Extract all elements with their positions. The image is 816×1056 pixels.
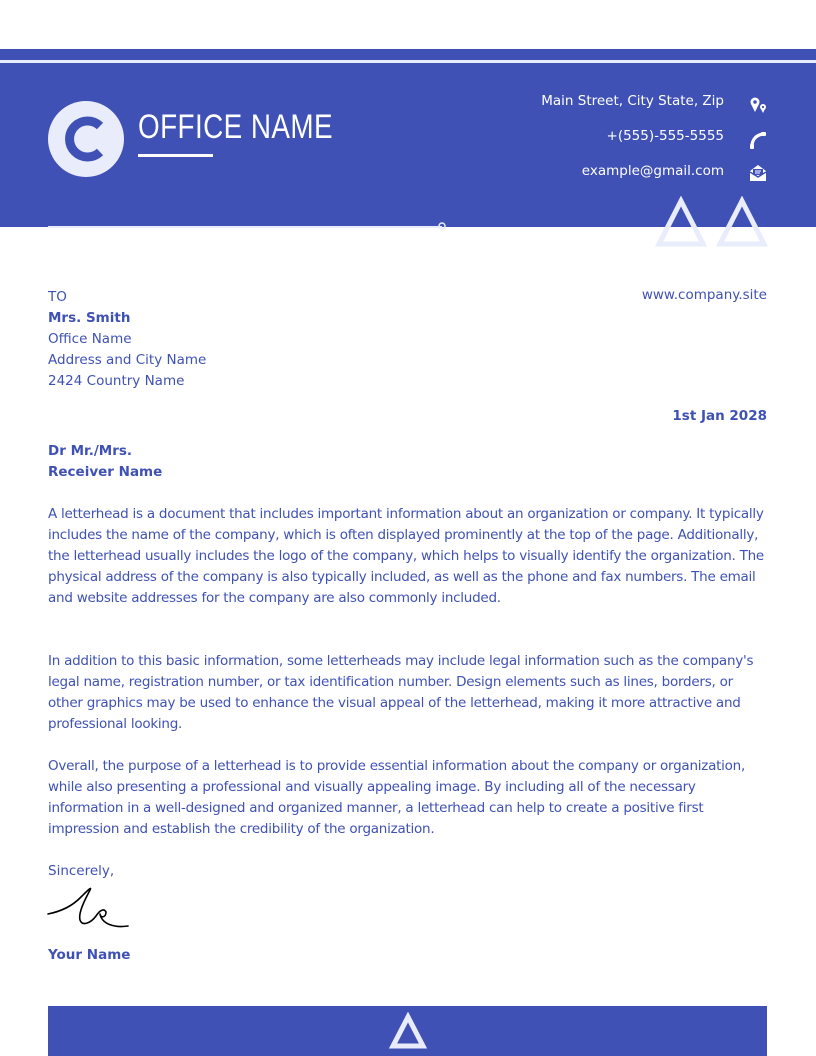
recipient-name: Mrs. Smith — [48, 310, 131, 326]
header-accent-line — [0, 60, 816, 63]
website-link[interactable]: www.company.site — [641, 287, 767, 303]
recipient-office: Office Name — [48, 331, 132, 347]
envelope-icon — [748, 163, 768, 183]
salutation-receiver: Receiver Name — [48, 464, 163, 480]
recipient-address: Address and City Name — [48, 352, 207, 368]
logo-c-icon — [48, 101, 124, 177]
divider-end-dot — [437, 221, 447, 231]
triangle-decoration-left — [655, 196, 707, 248]
to-label: TO — [48, 289, 67, 305]
company-logo — [48, 101, 124, 177]
header-divider-line — [48, 226, 442, 228]
recipient-country: 2424 Country Name — [48, 373, 185, 389]
body-paragraph-3: Overall, the purpose of a letterhead is to provide essential information about the company or organization, while also presenting a professional and visually appealing image. By including all of the necessary information in a well-designed and organized manner, a letterhead can help to create a positive first impression and establish the credibility of the organization. — [48, 758, 746, 837]
office-name-underline — [138, 154, 213, 157]
phone-icon — [748, 130, 768, 150]
handwritten-signature — [46, 884, 132, 930]
body-paragraph-2: In addition to this basic information, some letterheads may include legal information such as the company's legal name, registration number, or tax identification number. Design elements such as lines, borders, or other graphics may be used to enhance the visual appeal of the letterhead, making it more attractive and professional looking. — [48, 653, 754, 732]
signer-name: Your Name — [48, 947, 131, 963]
footer-triangle-icon — [389, 1012, 427, 1050]
contact-email: example@gmail.com — [581, 163, 724, 179]
contact-address: Main Street, City State, Zip — [541, 93, 724, 109]
office-name: OFFICE NAME — [138, 108, 334, 146]
body-paragraph-1: A letterhead is a document that includes important information about an organization or company. It typically includes the name of the company, which is often displayed prominently at the top of the page. Additionally, the letterhead usually includes the logo of the company, which helps to visually identify the organization. The physical address of the company is also typically included, as well as the phone and fax numbers. The email and website addresses for the company are also commonly included. — [48, 506, 764, 606]
contact-phone: +(555)-555-5555 — [606, 128, 724, 144]
sign-off: Sincerely, — [48, 863, 115, 879]
triangle-decoration-right — [716, 196, 768, 248]
location-pin-icon — [748, 96, 768, 116]
letter-date: 1st Jan 2028 — [672, 408, 767, 424]
salutation-title: Dr Mr./Mrs. — [48, 443, 133, 459]
